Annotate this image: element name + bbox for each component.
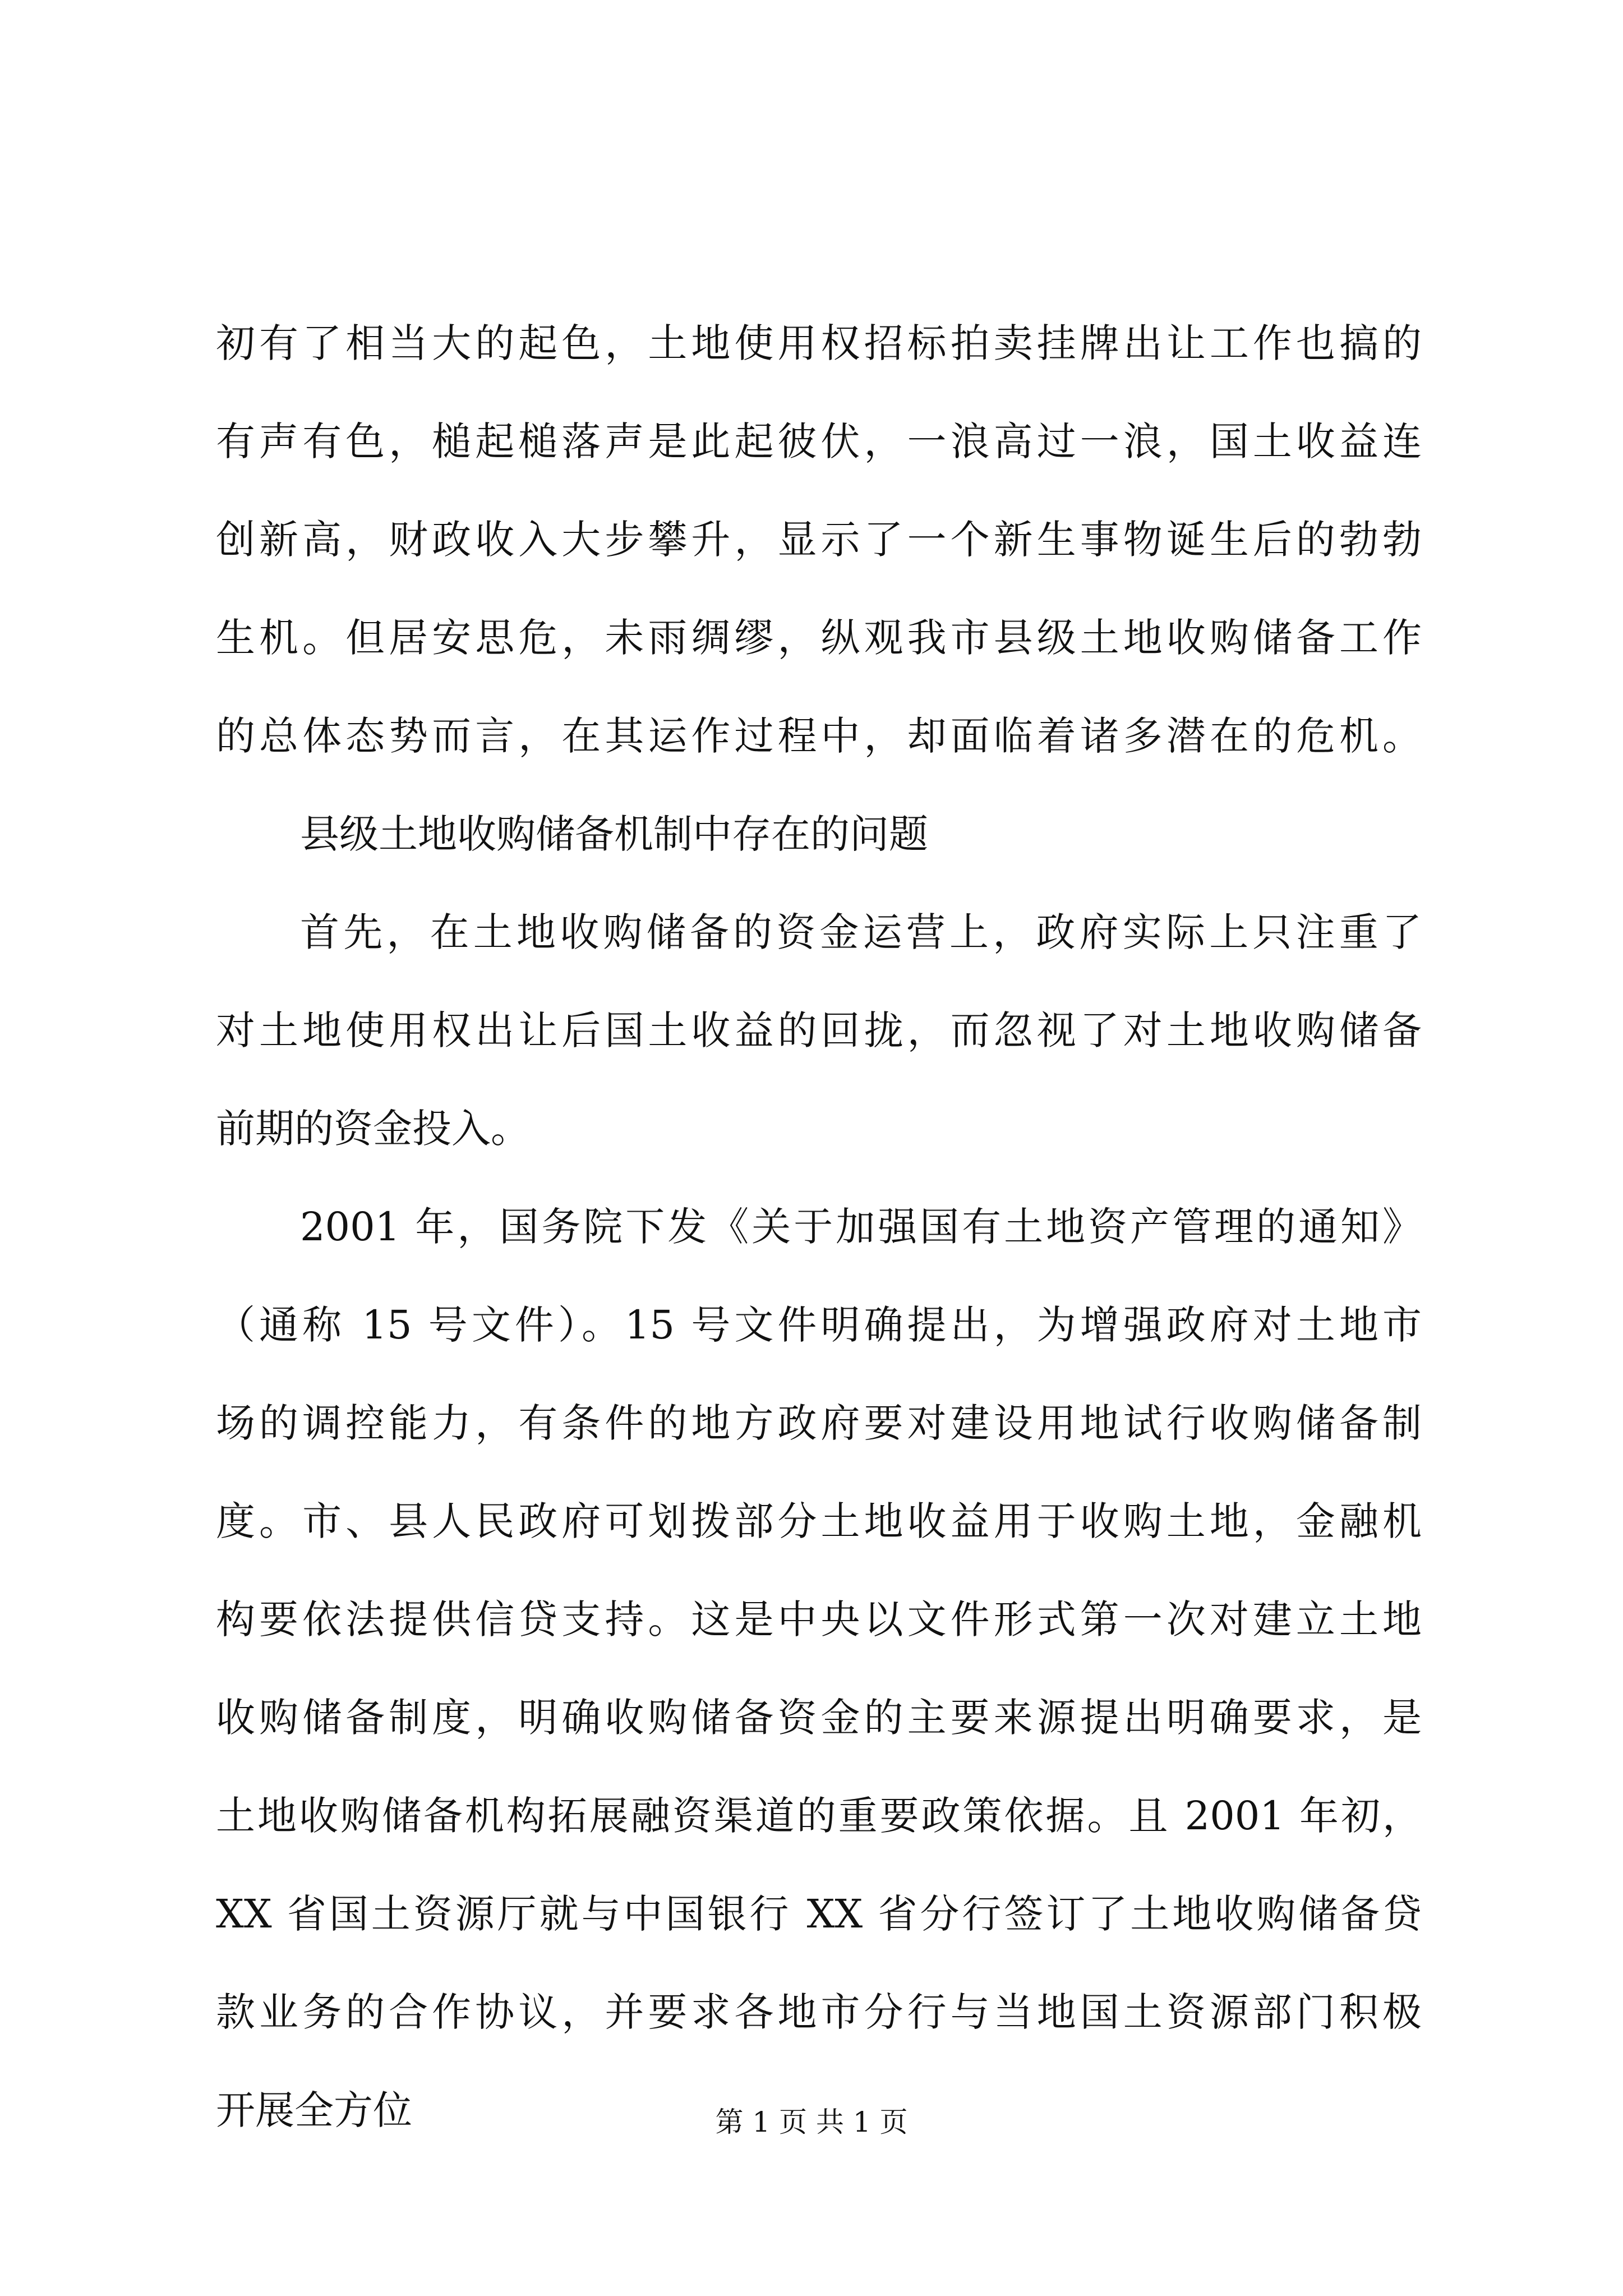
body-text [216, 295, 1422, 2160]
text-line: 款业务的合作协议，并要求各地市分行与当地国土资源部门积极 [216, 1989, 1422, 2035]
text-line: 度。市、县人民政府可划拨部分土地收益用于收购土地，金融机 [216, 1498, 1422, 1544]
page-footer [0, 2102, 1623, 2142]
text-line: 开展全方位 [216, 2087, 412, 2133]
text-line: 生机。但居安思危，未雨绸缪，纵观我市县级土地收购储备工作 [216, 615, 1422, 661]
text-line: 初有了相当大的起色，土地使用权招标拍卖挂牌出让工作也搞的 [216, 320, 1422, 366]
text-line: 收购储备制度，明确收购储备资金的主要来源提出明确要求，是 [216, 1695, 1422, 1741]
text-line: 首先，在土地收购储备的资金运营上，政府实际上只注重了 [300, 909, 1422, 955]
text-line: （通称 15 号文件）。15 号文件明确提出，为增强政府对土地市 [216, 1302, 1422, 1348]
section-heading: 县级土地收购储备机制中存在的问题 [300, 811, 928, 857]
text-line: 创新高，财政收入大步攀升，显示了一个新生事物诞生后的勃勃 [216, 517, 1422, 563]
text-line: 前期的资金投入。 [216, 1106, 530, 1152]
text-line: 场的调控能力，有条件的地方政府要对建设用地试行收购储备制 [216, 1400, 1422, 1446]
text-line: 的总体态势而言，在其运作过程中，却面临着诸多潜在的危机。 [216, 713, 1422, 759]
text-line: 有声有色，槌起槌落声是此起彼伏，一浪高过一浪，国土收益连 [216, 418, 1422, 464]
page-number-label: 第 1 页 共 1 页 [715, 2106, 908, 2138]
text-line: 构要依法提供信贷支持。这是中央以文件形式第一次对建立土地 [216, 1596, 1422, 1642]
text-line: 对土地使用权出让后国土收益的回拢，而忽视了对土地收购储备 [216, 1007, 1422, 1053]
text-line: 土地收购储备机构拓展融资渠道的重要政策依据。且 2001 年初， [216, 1793, 1422, 1839]
text-line: XX 省国土资源厅就与中国银行 XX 省分行签订了土地收购储备贷 [216, 1891, 1422, 1937]
text-line: 2001 年，国务院下发《关于加强国有土地资产管理的通知》 [300, 1204, 1422, 1250]
